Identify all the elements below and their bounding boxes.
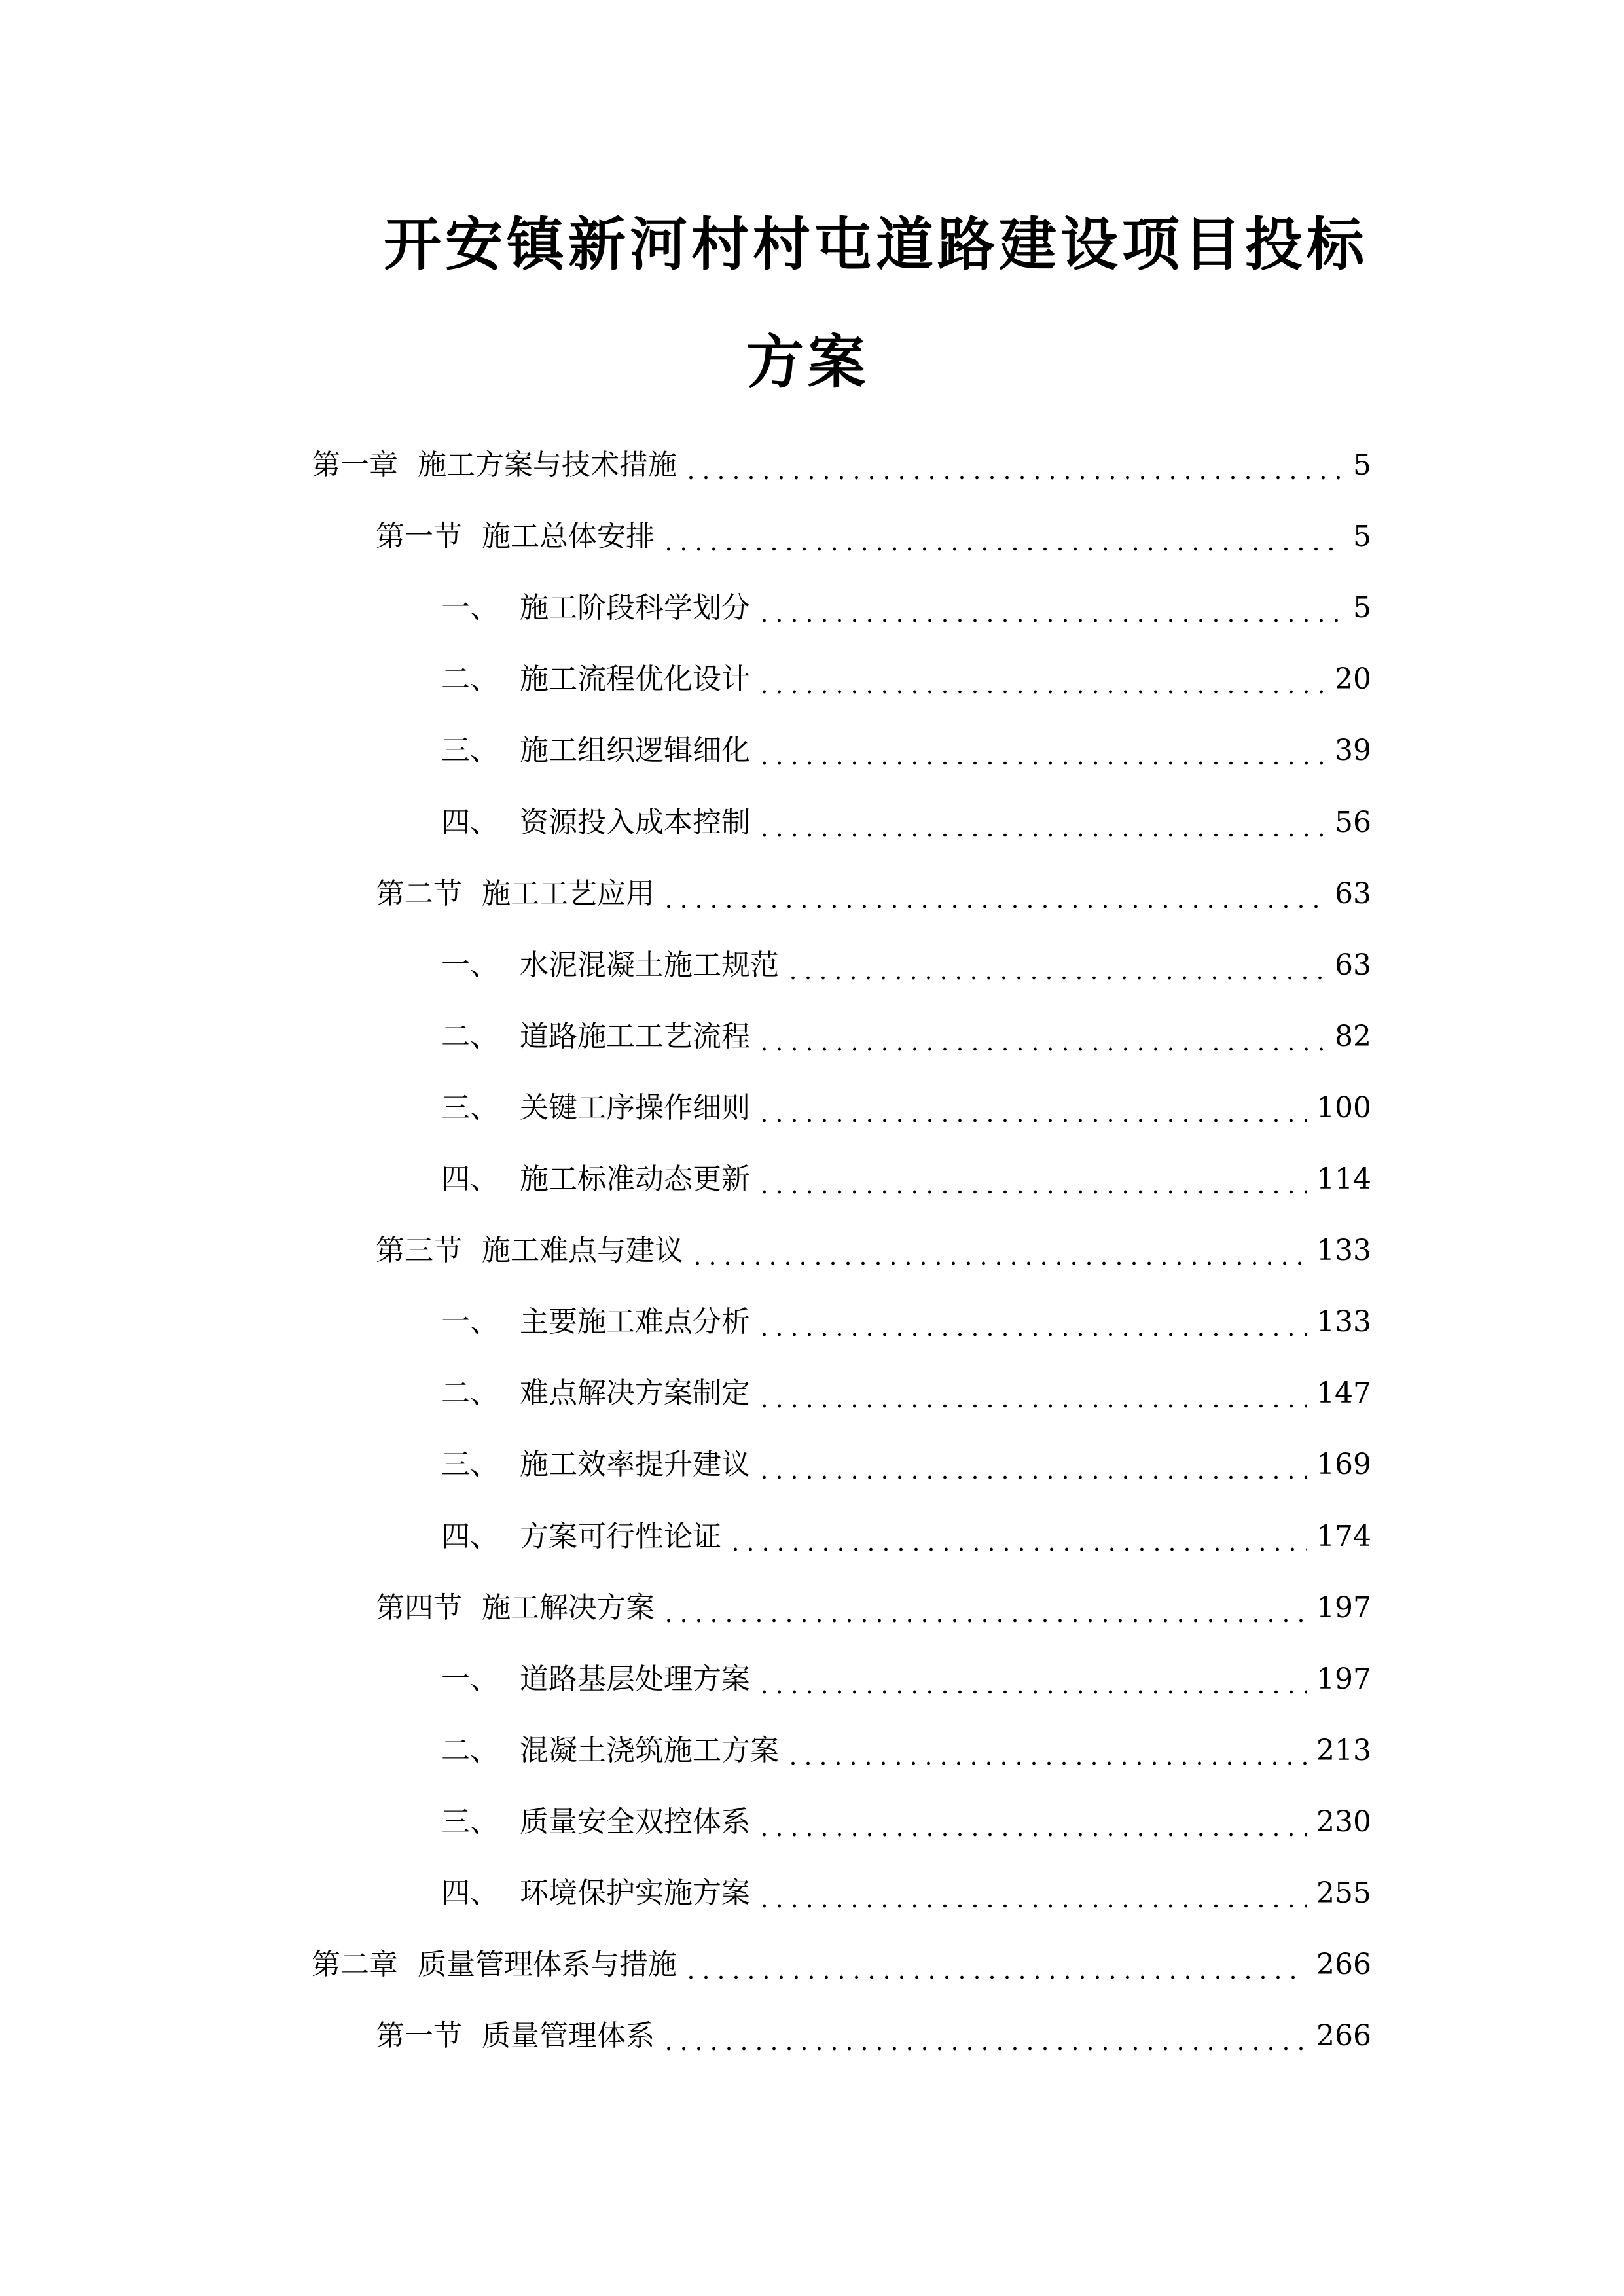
toc-dot-leader [757, 1022, 1326, 1051]
toc-dot-leader [757, 1665, 1307, 1694]
toc-entry[interactable] [376, 1231, 1371, 1270]
toc-entry-number: 二、 [441, 1376, 499, 1410]
toc-entry-title: 难点解决方案制定 [520, 1376, 750, 1410]
toc-entry-number: 一、 [441, 1662, 499, 1696]
toc-entry[interactable] [441, 1302, 1371, 1342]
toc-entry[interactable] [441, 1803, 1371, 1842]
toc-entry-number: 一、 [441, 1305, 499, 1338]
toc-entry-page-number: 100 [1316, 1091, 1371, 1124]
toc-entry[interactable] [441, 731, 1371, 770]
toc-entry-title: 资源投入成本控制 [520, 806, 750, 839]
toc-entry-title: 施工总体安排 [482, 520, 655, 553]
toc-dot-leader [728, 1522, 1307, 1551]
toc-entry-title: 施工解决方案 [482, 1591, 655, 1624]
toc-entry-page-number: 266 [1316, 1948, 1371, 1981]
toc-entry-number: 三、 [441, 1091, 499, 1124]
toc-entry-number: 一、 [441, 948, 499, 982]
toc-entry-title: 施工工艺应用 [482, 877, 655, 910]
toc-entry-title: 关键工序操作细则 [520, 1091, 750, 1124]
toc-entry[interactable] [441, 946, 1371, 985]
toc-dot-leader [785, 951, 1326, 980]
toc-entry-page-number: 213 [1316, 1734, 1371, 1767]
toc-entry-page-number: 63 [1335, 877, 1371, 910]
toc-entry-page-number: 147 [1316, 1376, 1371, 1410]
toc-entry-title: 质量安全双控体系 [520, 1805, 750, 1839]
toc-entry-number: 三、 [441, 734, 499, 767]
toc-entry-number: 第四节 [376, 1591, 462, 1624]
toc-entry-page-number: 133 [1316, 1305, 1371, 1338]
toc-dot-leader [757, 736, 1326, 765]
toc-entry-page-number: 230 [1316, 1805, 1371, 1839]
toc-entry[interactable] [441, 1517, 1371, 1556]
toc-entry-page-number: 169 [1316, 1448, 1371, 1481]
toc-dot-leader [661, 1594, 1307, 1623]
toc-entry-page-number: 174 [1316, 1520, 1371, 1553]
toc-entry-page-number: 197 [1316, 1591, 1371, 1624]
document-title-line-1: 开安镇新河村村屯道路建设项目投标 [384, 211, 1369, 278]
toc-entry-title: 质量管理体系与措施 [418, 1948, 677, 1981]
toc-entry-page-number: 82 [1335, 1020, 1371, 1053]
toc-entry[interactable] [376, 2017, 1371, 2056]
toc-entry[interactable] [441, 1445, 1371, 1484]
toc-entry-page-number: 5 [1353, 591, 1371, 624]
toc-entry-number: 第二节 [376, 877, 462, 910]
toc-entry-title: 施工难点与建议 [482, 1234, 683, 1267]
toc-entry[interactable] [441, 660, 1371, 699]
toc-entry-number: 四、 [441, 1520, 499, 1553]
toc-entry-title: 施工标准动态更新 [520, 1162, 750, 1196]
toc-entry-number: 第二章 [312, 1948, 398, 1981]
toc-entry[interactable] [376, 1588, 1371, 1628]
toc-entry-title: 主要施工难点分析 [520, 1305, 750, 1338]
toc-entry[interactable] [441, 803, 1371, 842]
toc-entry-title: 方案可行性论证 [520, 1520, 721, 1553]
toc-entry[interactable] [441, 588, 1371, 628]
toc-entry-page-number: 63 [1335, 948, 1371, 982]
toc-entry[interactable] [441, 1374, 1371, 1413]
toc-entry-number: 第一节 [376, 2019, 462, 2053]
toc-dot-leader [757, 1808, 1307, 1837]
toc-entry-title: 混凝土浇筑施工方案 [520, 1734, 779, 1767]
toc-entry-title: 施工阶段科学划分 [520, 591, 750, 624]
toc-dot-leader [661, 522, 1344, 551]
toc-entry-number: 第三节 [376, 1234, 462, 1267]
toc-entry[interactable] [441, 1731, 1371, 1770]
toc-entry-number: 第一节 [376, 520, 462, 553]
toc-dot-leader [661, 2022, 1307, 2051]
toc-dot-leader [757, 808, 1326, 837]
toc-entry-page-number: 266 [1316, 2019, 1371, 2053]
toc-entry[interactable] [312, 1945, 1371, 1984]
toc-dot-leader [690, 1236, 1307, 1265]
toc-entry[interactable] [441, 1088, 1371, 1128]
toc-dot-leader [757, 1308, 1307, 1336]
toc-entry-number: 二、 [441, 1734, 499, 1767]
toc-entry-page-number: 5 [1353, 520, 1371, 553]
toc-dot-leader [757, 594, 1344, 622]
toc-entry[interactable] [441, 1160, 1371, 1199]
toc-entry-page-number: 39 [1335, 734, 1371, 767]
toc-dot-leader [785, 1736, 1307, 1765]
toc-entry-title: 道路施工工艺流程 [520, 1020, 750, 1053]
toc-entry-title: 施工方案与技术措施 [418, 448, 677, 482]
toc-dot-leader [661, 880, 1326, 908]
toc-entry-title: 水泥混凝土施工规范 [520, 948, 779, 982]
toc-dot-leader [757, 1879, 1307, 1908]
toc-dot-leader [757, 1379, 1307, 1408]
toc-entry-title: 道路基层处理方案 [520, 1662, 750, 1696]
toc-dot-leader [683, 1950, 1307, 1979]
toc-entry-page-number: 114 [1316, 1162, 1371, 1196]
toc-entry-title: 施工效率提升建议 [520, 1448, 750, 1481]
toc-entry-title: 质量管理体系 [482, 2019, 655, 2053]
toc-entry-title: 施工组织逻辑细化 [520, 734, 750, 767]
toc-entry-page-number: 133 [1316, 1234, 1371, 1267]
toc-entry-title: 施工流程优化设计 [520, 662, 750, 696]
toc-dot-leader [757, 1450, 1307, 1479]
toc-entry-number: 四、 [441, 806, 499, 839]
toc-dot-leader [757, 665, 1326, 694]
toc-entry-page-number: 56 [1335, 806, 1371, 839]
toc-entry[interactable] [376, 517, 1371, 556]
toc-dot-leader [757, 1094, 1307, 1122]
toc-dot-leader [757, 1165, 1307, 1194]
toc-entry[interactable] [376, 874, 1371, 914]
toc-entry[interactable] [441, 1874, 1371, 1913]
toc-entry-number: 二、 [441, 1020, 499, 1053]
toc-entry[interactable] [441, 1660, 1371, 1699]
toc-entry-page-number: 5 [1353, 448, 1371, 482]
toc-entry-title: 环境保护实施方案 [520, 1876, 750, 1910]
toc-entry-number: 三、 [441, 1448, 499, 1481]
toc-entry-page-number: 255 [1316, 1876, 1371, 1910]
toc-entry-page-number: 20 [1335, 662, 1371, 696]
toc-entry[interactable] [312, 446, 1371, 485]
toc-entry-number: 三、 [441, 1805, 499, 1839]
toc-entry-number: 四、 [441, 1162, 499, 1196]
document-title-line-2: 方案 [746, 329, 870, 396]
toc-entry-number: 二、 [441, 662, 499, 696]
toc-entry-number: 一、 [441, 591, 499, 624]
toc-entry[interactable] [441, 1017, 1371, 1056]
toc-entry-number: 四、 [441, 1876, 499, 1910]
toc-entry-number: 第一章 [312, 448, 398, 482]
toc-entry-page-number: 197 [1316, 1662, 1371, 1696]
toc-dot-leader [683, 451, 1344, 480]
